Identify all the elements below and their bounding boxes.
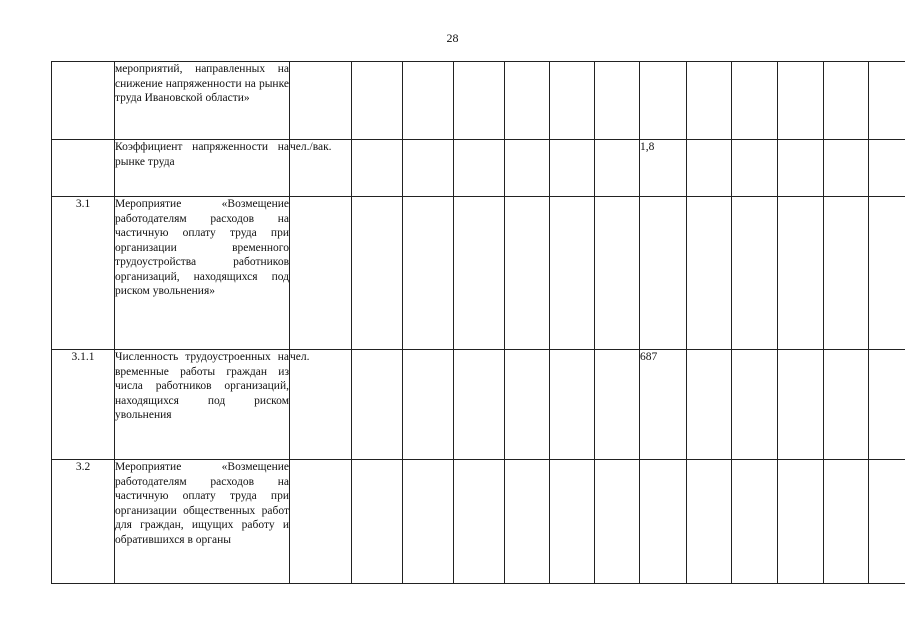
indicator-name-cell [115, 140, 290, 197]
unit-cell: чел. [290, 350, 352, 460]
value-cell [352, 350, 403, 460]
value-cell [352, 197, 403, 350]
row-number-cell [52, 62, 115, 140]
value-cell [869, 197, 905, 350]
indicators-table [51, 61, 905, 584]
value-cell [824, 460, 869, 584]
row-number-cell: 3.1 [52, 197, 115, 350]
value-cell [454, 460, 505, 584]
value-cell [732, 197, 778, 350]
value-cell [640, 197, 687, 350]
value-cell [687, 140, 732, 197]
unit-cell [290, 197, 352, 350]
value-cell [505, 460, 550, 584]
value-cell [778, 350, 824, 460]
value-cell [454, 350, 505, 460]
value-cell [403, 140, 454, 197]
value-cell [505, 197, 550, 350]
value-cell [505, 350, 550, 460]
value-cell [352, 140, 403, 197]
value-cell [732, 62, 778, 140]
value-cell [454, 140, 505, 197]
table-row [52, 197, 905, 350]
value-cell [403, 350, 454, 460]
indicator-name-cell [115, 197, 290, 350]
value-cell [454, 197, 505, 350]
indicator-name-text: Мероприятие «Возмещение работодателям расходов на частичную оплату труда при организации общественных работ для граждан, ищущих работу и обратившихся в органы [115, 461, 289, 546]
unit-cell [290, 460, 352, 584]
value-cell [550, 350, 595, 460]
unit-cell: чел./вак. [290, 140, 352, 197]
value-cell [640, 460, 687, 584]
indicator-name-text: Коэффициент напряженности на рынке труда [115, 141, 289, 168]
value-cell [778, 140, 824, 197]
value-cell [352, 460, 403, 584]
value-cell [595, 460, 640, 584]
indicator-name-text: мероприятий, направленных на снижение напряженности на рынке труда Ивановской области» [115, 63, 289, 104]
value-cell [595, 350, 640, 460]
table-row [52, 350, 905, 460]
value-cell [640, 62, 687, 140]
row-number-cell: 3.2 [52, 460, 115, 584]
table-row [52, 62, 905, 140]
value-cell [687, 460, 732, 584]
value-cell [732, 350, 778, 460]
table-row [52, 460, 905, 584]
value-cell [454, 62, 505, 140]
value-cell [824, 140, 869, 197]
value-cell [403, 460, 454, 584]
value-cell [403, 62, 454, 140]
value-cell [550, 62, 595, 140]
value-cell [687, 62, 732, 140]
value-cell [732, 460, 778, 584]
indicator-name-text: Мероприятие «Возмещение работодателям расходов на частичную оплату труда при организации временного трудоустройства работников организаций, находящихся под риском увольнения» [115, 198, 289, 297]
value-cell [595, 197, 640, 350]
indicator-name-text: Численность трудоустроенных на временные работы граждан из числа работников организаций, находящихся под риском увольнения [115, 351, 289, 421]
value-cell [778, 460, 824, 584]
value-cell [595, 62, 640, 140]
value-cell [550, 460, 595, 584]
value-cell [403, 197, 454, 350]
value-cell: 1,8 [640, 140, 687, 197]
page-number: 28 [446, 31, 459, 45]
value-cell [778, 197, 824, 350]
row-number-cell [52, 140, 115, 197]
value-cell [595, 140, 640, 197]
value-cell [505, 62, 550, 140]
row-number-cell: 3.1.1 [52, 350, 115, 460]
value-cell [352, 62, 403, 140]
value-cell [778, 62, 824, 140]
indicator-name-cell [115, 62, 290, 140]
value-cell [869, 62, 905, 140]
value-cell [869, 460, 905, 584]
value-cell [732, 140, 778, 197]
value-cell [824, 62, 869, 140]
value-cell [869, 140, 905, 197]
table-row [52, 140, 905, 197]
value-cell [687, 350, 732, 460]
value-cell [869, 350, 905, 460]
value-cell [550, 140, 595, 197]
value-cell: 687 [640, 350, 687, 460]
indicator-name-cell [115, 350, 290, 460]
value-cell [824, 350, 869, 460]
unit-cell [290, 62, 352, 140]
value-cell [824, 197, 869, 350]
value-cell [505, 140, 550, 197]
indicator-name-cell [115, 460, 290, 584]
value-cell [687, 197, 732, 350]
value-cell [550, 197, 595, 350]
